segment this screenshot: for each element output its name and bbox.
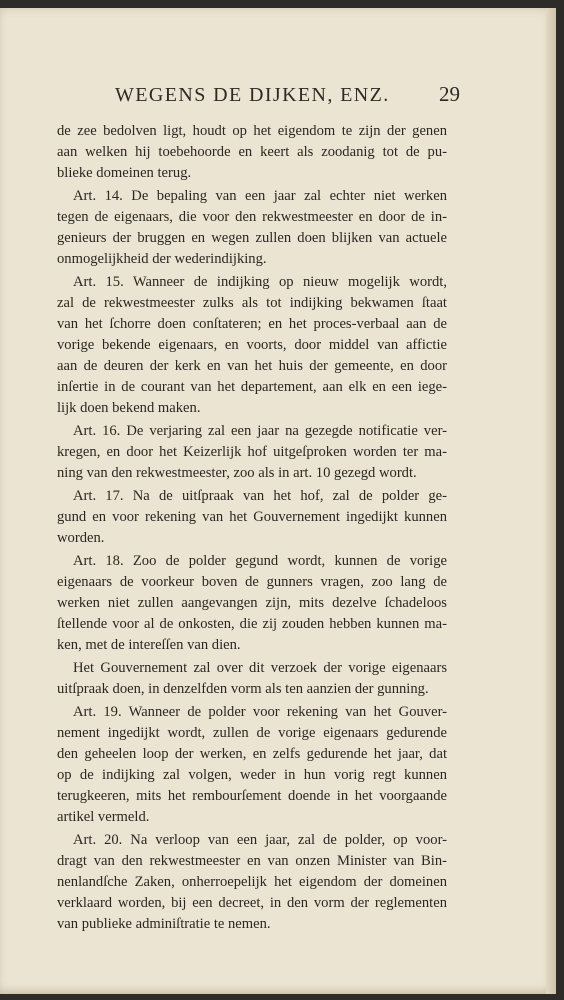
page-edge (546, 8, 556, 994)
text-line: ſtellende voor al de onkosten, die zij zouden hebben kunnen ma- (57, 616, 447, 632)
text-line: nement ingedijkt wordt, zullen de vorige eigenaars gedurende (57, 725, 447, 741)
text-line: aan welken hij toebehoorde en keert als zoodanig tot de pu- (57, 144, 447, 160)
text-line: Art. 16. De verjaring zal een jaar na gezegde notificatie ver- (73, 423, 447, 439)
text-line: de zee bedolven ligt, houdt op het eigendom te zijn der genen (57, 123, 447, 139)
paragraph (57, 551, 447, 656)
text-line: Het Gouvernement zal over dit verzoek der vorige eigenaars (73, 660, 447, 676)
text-line: uitſpraak doen, in denzelfden vorm als ten aanzien der gunning. (57, 681, 429, 697)
text-line: genieurs der bruggen en wegen zullen doen blijken van actuele (57, 230, 447, 246)
paragraph (57, 702, 447, 828)
running-title: WEGENS DE DIJKEN, ENZ. (115, 84, 390, 106)
text-line: Art. 14. De bepaling van een jaar zal echter niet werken (73, 188, 447, 204)
text-line: nenlandſche Zaken, onherroepelijk het eigendom der domeinen (57, 874, 447, 890)
text-line: van publieke adminiſtratie te nemen. (57, 916, 271, 932)
text-line: Art. 18. Zoo de polder gegund wordt, kunnen de vorige (73, 553, 447, 569)
text-line: den geheelen loop der werken, en zelfs gedurende het jaar, dat (57, 746, 447, 762)
text-line: tegen de eigenaars, die voor den rekwestmeester en door de in- (57, 209, 447, 225)
text-line: zal de rekwestmeester zulks als tot indijking bekwamen ſtaat (57, 295, 447, 311)
text-line: dragt van den rekwestmeester en van onzen Minister van Bin- (57, 853, 447, 869)
text-line: ning van den rekwestmeester, zoo als in art. 10 gezegd wordt. (57, 465, 417, 481)
text-line: onmogelijkheid der wederindijking. (57, 251, 267, 267)
text-line: werken niet zullen aangevangen zijn, mits dezelve ſchadeloos (57, 595, 447, 611)
text-line: inſertie in de courant van het departement, aan elk en een iege- (57, 379, 447, 395)
page-header (115, 82, 460, 107)
text-line: aan de deuren der kerk en van het huis der gemeente, en door (57, 358, 447, 374)
paragraph (57, 121, 447, 184)
text-line: op de indijking zal volgen, weder in hun vorig regt kunnen (57, 767, 447, 783)
body-text (57, 121, 447, 937)
text-line: worden. (57, 530, 105, 546)
text-line: Art. 20. Na verloop van een jaar, zal de polder, op voor- (73, 832, 447, 848)
text-line: terugkeeren, mits het rembourſement doende in het voorgaande (57, 788, 447, 804)
paragraph (57, 486, 447, 549)
text-line: van het ſchorre doen conſtateren; en het proces-verbaal aan de (57, 316, 447, 332)
paragraph (57, 658, 447, 700)
text-line: kregen, en door het Keizerlijk hof uitgeſproken worden ter ma- (57, 444, 447, 460)
text-line: Art. 15. Wanneer de indijking op nieuw mogelijk wordt, (73, 274, 447, 290)
text-line: lijk doen bekend maken. (57, 400, 201, 416)
paragraph (57, 830, 447, 935)
text-line: verklaard worden, bij een decreet, in den vorm der reglementen (57, 895, 447, 911)
text-line: artikel vermeld. (57, 809, 150, 825)
paragraph (57, 186, 447, 270)
page-number: 29 (439, 82, 460, 106)
text-line: eigenaars de voorkeur boven de gunners vragen, zoo lang de (57, 574, 447, 590)
text-line: Art. 19. Wanneer de polder voor rekening van het Gouver- (73, 704, 447, 720)
text-line: Art. 17. Na de uitſpraak van het hof, zal de polder ge- (73, 488, 447, 504)
text-line: ken, met de intereſſen van dien. (57, 637, 241, 653)
text-line: gund en voor rekening van het Gouvernement ingedijkt kunnen (57, 509, 447, 525)
text-line: vorige bekende eigenaars, en voorts, door middel van affictie (57, 337, 447, 353)
paragraph (57, 421, 447, 484)
text-line: blieke domeinen terug. (57, 165, 192, 181)
book-page (0, 8, 556, 994)
paragraph (57, 272, 447, 419)
